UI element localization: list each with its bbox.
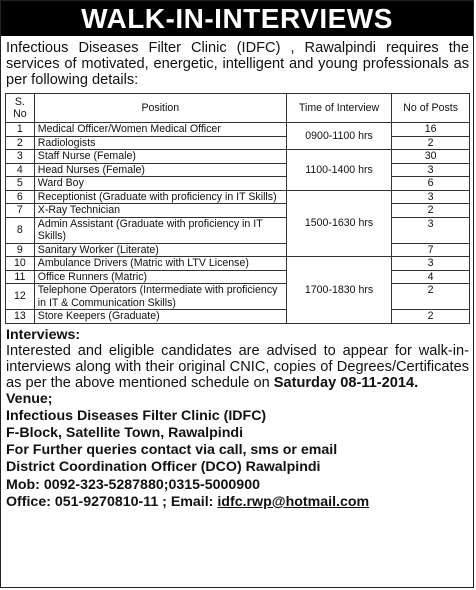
mobile-numbers: Mob: 0092-323-5287880;0315-5000900 — [6, 476, 260, 493]
ad-title: WALK-IN-INTERVIEWS — [1, 1, 473, 36]
row-position: Ward Boy — [34, 177, 286, 191]
row-position: Sanitary Worker (Literate) — [34, 243, 286, 257]
table-row — [6, 123, 470, 137]
row-time: 1100-1400 hrs — [286, 150, 391, 191]
header-time: Time of Interview — [286, 94, 391, 123]
header-serial-no: S. No — [6, 94, 35, 123]
row-posts: 4 — [392, 270, 470, 284]
row-no: 9 — [6, 243, 35, 257]
table-row — [6, 310, 470, 324]
row-posts: 6 — [392, 177, 470, 191]
row-posts: 3 — [392, 190, 470, 204]
row-position: Office Runners (Matric) — [34, 270, 286, 284]
table-header-row — [6, 94, 470, 123]
row-position: Store Keepers (Graduate) — [34, 310, 286, 324]
row-position: Admin Assistant (Graduate with proficiency in IT Skills) — [34, 217, 286, 243]
contact-officer: District Coordination Officer (DCO) Rawalpindi — [6, 459, 321, 476]
row-no: 4 — [6, 163, 35, 177]
contact-line: For Further queries contact via call, sms or email — [6, 442, 338, 459]
row-time: 0900-1100 hrs — [286, 123, 391, 150]
table-row — [6, 204, 470, 218]
table-row — [6, 136, 470, 150]
row-posts: 3 — [392, 217, 470, 243]
table-row — [6, 150, 470, 164]
row-position: Receptionist (Graduate with proficiency in IT Skills) — [34, 190, 286, 204]
row-position: Ambulance Drivers (Matric with LTV License) — [34, 257, 286, 271]
row-posts: 3 — [392, 163, 470, 177]
row-position: Medical Officer/Women Medical Officer — [34, 123, 286, 137]
row-posts: 7 — [392, 243, 470, 257]
email-link[interactable]: idfc.rwp@hotmail.com — [217, 493, 370, 510]
table-row — [6, 243, 470, 257]
interview-date: Saturday 08-11-2014. — [273, 374, 419, 391]
row-no: 5 — [6, 177, 35, 191]
row-position: Staff Nurse (Female) — [34, 150, 286, 164]
row-position: Radiologists — [34, 136, 286, 150]
row-posts: 2 — [392, 284, 470, 310]
row-no: 6 — [6, 190, 35, 204]
row-time: 1700-1830 hrs — [286, 257, 391, 324]
interviews-paragraph — [1, 343, 473, 391]
row-posts: 16 — [392, 123, 470, 137]
venue-block — [1, 391, 473, 511]
table-row — [6, 217, 470, 243]
row-no: 12 — [6, 284, 35, 310]
row-position: Telephone Operators (Intermediate with proficiency in IT & Communication Skills) — [34, 284, 286, 310]
row-time: 1500-1630 hrs — [286, 190, 391, 257]
table-row — [6, 284, 470, 310]
row-position: Head Nurses (Female) — [34, 163, 286, 177]
row-no: 3 — [6, 150, 35, 164]
intro-text: Infectious Diseases Filter Clinic (IDFC) , Rawalpindi requires the services of motivated, energetic, intelligent and young professionals as per following details: — [6, 40, 469, 88]
row-posts: 2 — [392, 204, 470, 218]
office-phone: Office: 051-9270810-11 ; Email: — [6, 493, 218, 510]
venue-name: Infectious Diseases Filter Clinic (IDFC) — [6, 407, 267, 424]
table-row — [6, 257, 470, 271]
row-posts: 2 — [392, 310, 470, 324]
row-no: 8 — [6, 217, 35, 243]
venue-heading: Venue; — [6, 390, 53, 407]
row-posts: 30 — [392, 150, 470, 164]
positions-table — [5, 93, 470, 324]
row-position: X-Ray Technician — [34, 204, 286, 218]
table-row — [6, 270, 470, 284]
row-no: 10 — [6, 257, 35, 271]
row-no: 2 — [6, 136, 35, 150]
row-no: 1 — [6, 123, 35, 137]
table-row — [6, 177, 470, 191]
row-posts: 3 — [392, 257, 470, 271]
table-row — [6, 190, 470, 204]
row-no: 11 — [6, 270, 35, 284]
header-position: Position — [34, 94, 286, 123]
row-no: 7 — [6, 204, 35, 218]
row-posts: 2 — [392, 136, 470, 150]
interviews-text: Interested and eligible candidates are advised to appear for walk-in-interviews along with their original CNIC, copies of Degrees/Certificates as per the above mentioned schedule on — [6, 342, 469, 391]
header-posts: No of Posts — [392, 94, 470, 123]
row-no: 13 — [6, 310, 35, 324]
table-row — [6, 163, 470, 177]
office-contact — [6, 494, 473, 511]
venue-address: F-Block, Satellite Town, Rawalpindi — [6, 424, 244, 441]
interviews-heading: Interviews: — [6, 326, 81, 343]
